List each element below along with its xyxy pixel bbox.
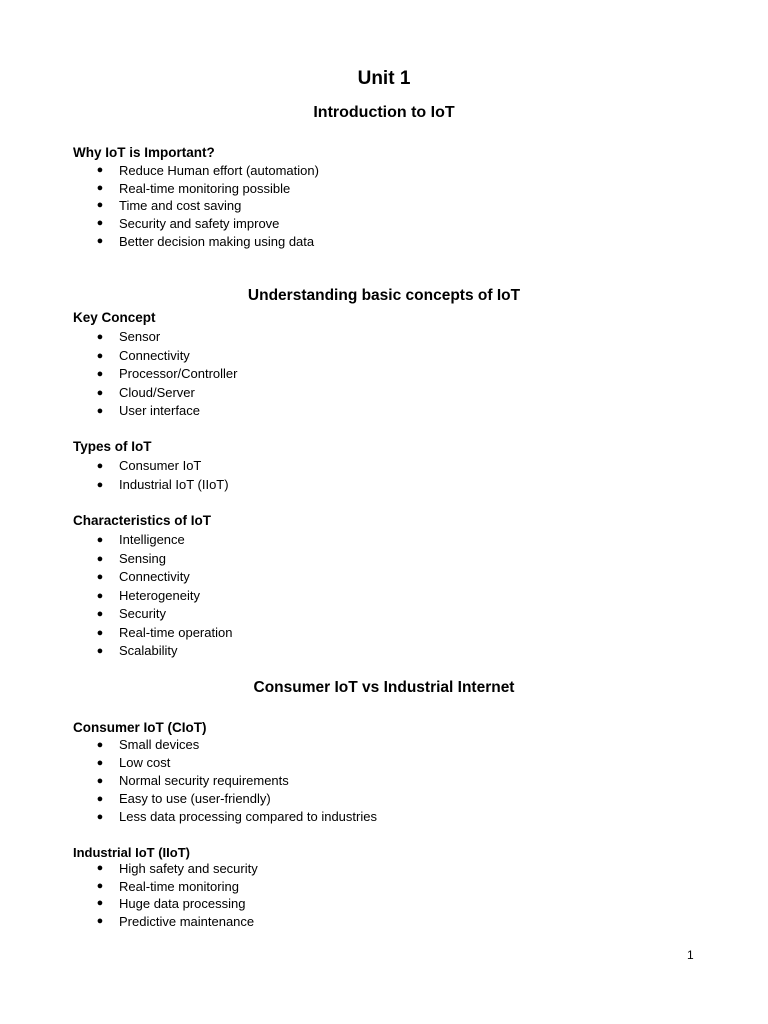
bullet-icon: ● [96, 368, 104, 380]
bullet-icon: ● [96, 181, 104, 194]
types-of-iot-heading: Types of IoT [73, 439, 152, 454]
bullet-icon: ● [96, 199, 104, 212]
bullet-icon: ● [96, 862, 104, 874]
bullet-icon: ● [96, 879, 104, 892]
bullet-icon: ● [96, 571, 104, 583]
bullet-icon: ● [96, 217, 104, 230]
bullet-icon: ● [96, 915, 104, 928]
bullet-icon: ● [96, 897, 104, 910]
bullet-icon: ● [96, 626, 104, 639]
bullet-icon: ● [96, 405, 104, 417]
document-page: Unit 1 Introduction to IoT Why IoT is Important? ● Reduce Human effort (automation) ● Real-time monitoring possible ● Time and cost saving ● Security and safety improve ● Better decision making using data Understanding basic concepts of IoT Key Concept ● Sensor ● Connectivity ● Processor/Controller ● Cloud/Server ● User interface Types of IoT ● Consumer IoT ● Industrial IoT (IIoT) Characteristics of IoT ● Intelligence ● Sensing ● Connectivity ● Heterogeneity ● Security ● Real-time operation ● Scalability Consumer IoT vs Industrial Internet Consumer IoT (CIoT) ● Small devices ● Low cost ● Normal security requirements ● Easy to use (user-friendly) ● Less data processing compared to industries Industrial IoT (IIoT) ● High safety and security ● Real-time monitoring ● Huge data processing ● Predictive maintenance 1 [0, 0, 768, 1024]
bullet-icon: ● [96, 234, 104, 247]
bullet-icon: ● [96, 349, 104, 362]
basic-concepts-heading: Understanding basic concepts of IoT [247, 287, 521, 304]
bullet-icon: ● [96, 645, 104, 657]
bullet-icon: ● [96, 460, 104, 472]
bullet-icon: ● [96, 757, 104, 769]
bullet-icon: ● [96, 589, 104, 602]
bullet-icon: ● [96, 164, 104, 176]
bullet-icon: ● [96, 331, 104, 343]
industrial-iot-heading: Industrial IoT (IIoT) [73, 845, 190, 860]
bullet-icon: ● [96, 739, 104, 751]
bullet-icon: ● [96, 478, 104, 491]
bullet-icon: ● [96, 534, 104, 546]
why-important-heading: Why IoT is Important? [73, 145, 215, 160]
consumer-iot-heading: Consumer IoT (CIoT) [73, 720, 207, 735]
bullet-icon: ● [96, 608, 104, 620]
bullet-icon: ● [96, 793, 104, 805]
document-title: Unit 1 [357, 68, 411, 89]
bullet-icon: ● [96, 386, 104, 399]
characteristics-heading: Characteristics of IoT [73, 513, 212, 528]
key-concept-heading: Key Concept [73, 310, 156, 325]
bullet-icon: ● [96, 811, 104, 823]
bullet-icon: ● [96, 775, 104, 787]
consumer-vs-industrial-heading: Consumer IoT vs Industrial Internet [253, 679, 515, 696]
page-number: 1 [687, 948, 694, 962]
bullet-icon: ● [96, 552, 104, 565]
document-subtitle: Introduction to IoT [313, 104, 455, 121]
